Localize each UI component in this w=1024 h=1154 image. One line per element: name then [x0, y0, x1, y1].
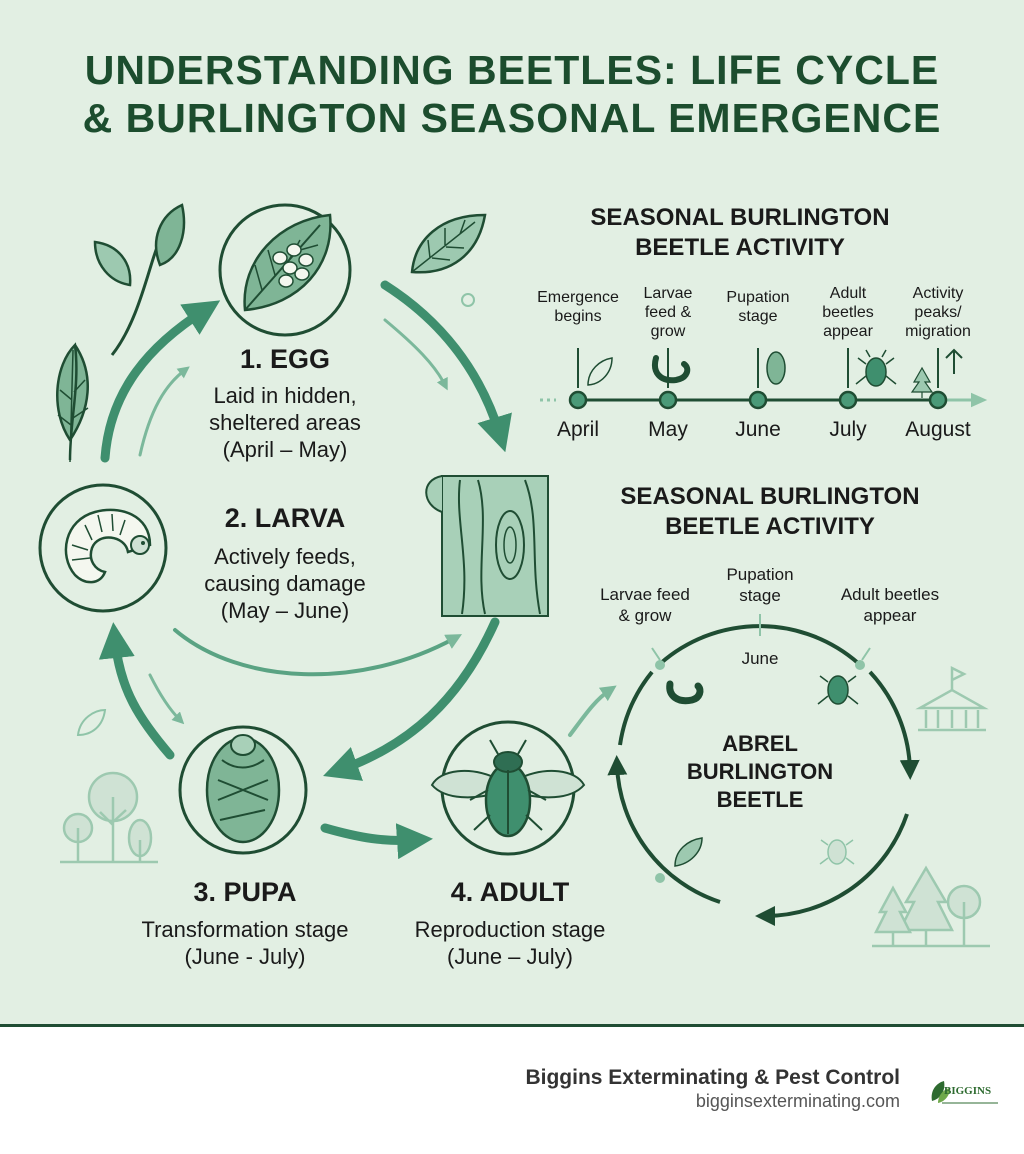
timeline-event-label: Larvae feed & grow	[643, 285, 693, 340]
timeline-node-april	[570, 392, 586, 408]
leaf-sprig-icon	[57, 205, 184, 462]
adult-beetle-icon	[432, 722, 584, 854]
building-icon	[918, 668, 986, 730]
stage-title-larva: 2. LARVA	[224, 503, 346, 533]
ring-label-pupation: Pupation stage	[726, 565, 794, 605]
tl-tree-icon	[912, 368, 932, 398]
larva-icon	[40, 485, 166, 611]
stage-desc-egg: Laid in hidden, sheltered areas (April – May)	[209, 383, 361, 462]
timeline-node-june	[750, 392, 766, 408]
forest-icon	[872, 868, 990, 946]
tl-pupa-icon	[767, 352, 785, 384]
ring-leaf-icon	[675, 838, 702, 866]
timeline-event-icons	[588, 350, 962, 398]
leaf-icon	[412, 215, 485, 272]
ring-month-label: June	[741, 649, 779, 668]
company-website[interactable]: bigginsexterminating.com	[695, 1091, 900, 1111]
timeline-node-may	[660, 392, 676, 408]
timeline-month-label: August	[905, 418, 971, 441]
timeline-month-label: May	[648, 418, 688, 441]
tree-icon	[60, 773, 158, 862]
ring-label-larvae: Larvae feed & grow	[600, 585, 690, 625]
ring-faded-beetle-icon	[820, 840, 854, 864]
stage-title-adult: 4. ADULT	[450, 877, 570, 907]
company-name: Biggins Exterminating & Pest Control	[525, 1066, 900, 1089]
company-logo-text: BIGGINS	[944, 1085, 992, 1097]
timeline-event-label: Adult beetles appear	[822, 285, 874, 340]
ring-label-adult: Adult beetles appear	[840, 585, 940, 625]
tl-larva-icon	[655, 358, 687, 380]
timeline-title: SEASONAL BURLINGTON BEETLE ACTIVITY	[590, 204, 890, 261]
egg-icon	[220, 205, 350, 335]
timeline-node-july	[840, 392, 856, 408]
pupa-icon	[180, 727, 306, 853]
ring-beetle-icon	[818, 676, 858, 704]
timeline-month-label: April	[556, 418, 599, 441]
stage-title-egg: 1. EGG	[239, 344, 331, 374]
timeline-event-label: Pupation stage	[726, 289, 790, 325]
page-title-line-2: & BURLINGTON SEASONAL EMERGENCE	[82, 95, 942, 141]
tl-beetle-icon	[856, 350, 896, 386]
stage-desc-adult: Reproduction stage (June – July)	[414, 917, 606, 969]
stage-desc-pupa: Transformation stage (June - July)	[141, 917, 349, 969]
wood-icon	[426, 476, 548, 616]
page-title: UNDERSTANDING BEETLES: LIFE CYCLE	[84, 47, 940, 93]
stage-title-pupa: 3. PUPA	[193, 877, 297, 907]
timeline-event-label: Emergence begins	[537, 289, 619, 325]
tl-arrow-icon	[946, 350, 962, 374]
ring-center-label: ABREL BURLINGTON BEETLE	[686, 731, 834, 812]
ring-title: SEASONAL BURLINGTON BEETLE ACTIVITY	[620, 483, 920, 540]
timeline-event-label: Activity peaks/ migration	[905, 285, 971, 340]
tl-leaf-icon	[588, 358, 612, 385]
timeline-node-august	[930, 392, 946, 408]
timeline-month-label: June	[735, 418, 781, 441]
timeline-month-label: July	[829, 418, 867, 441]
ring-larva-icon	[670, 684, 700, 701]
stage-desc-larva: Actively feeds, causing damage (May – June)	[204, 544, 366, 623]
